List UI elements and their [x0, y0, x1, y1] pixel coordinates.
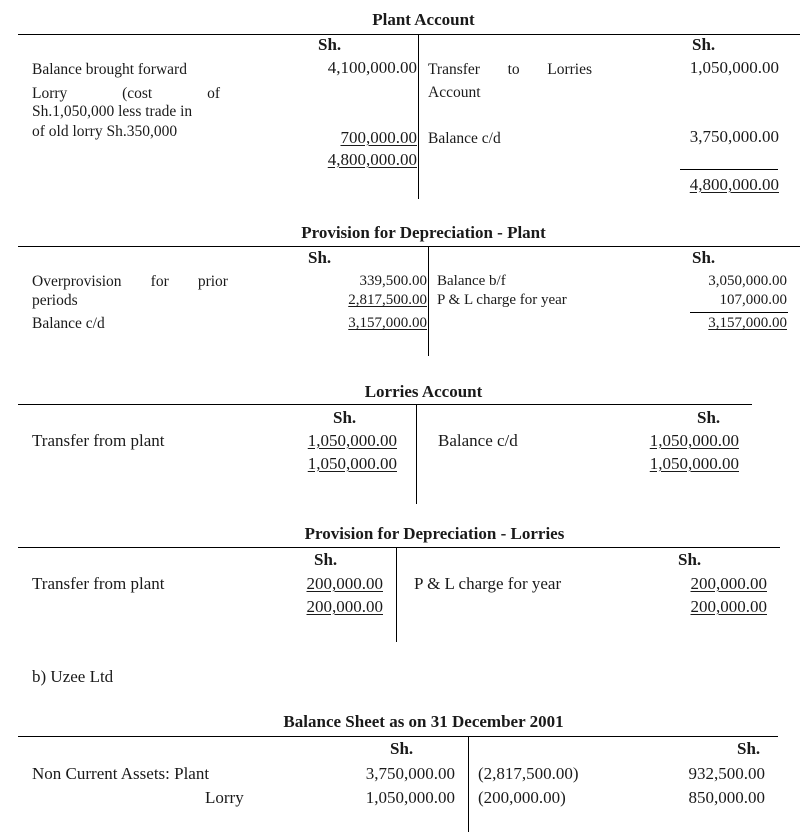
- bs-header-2: Sh.: [737, 739, 761, 758]
- plant-lorry-label-3: of old lorry Sh.350,000: [32, 123, 178, 140]
- bs-lorry-cost: 1,050,000.00: [365, 788, 455, 807]
- section-b-heading: b) Uzee Ltd: [32, 667, 114, 686]
- prov-plant-cr-header: Sh.: [692, 248, 716, 267]
- plant-cr-header: Sh.: [692, 35, 716, 54]
- bs-lorry-dep: (200,000.00): [478, 788, 566, 807]
- plant-lorry-amount: 700,000.00: [340, 128, 417, 147]
- balance-sheet-divider: [468, 736, 469, 832]
- prov-plant-over-amount: 339,500.00: [359, 273, 427, 289]
- plant-dr-header: Sh.: [318, 35, 342, 54]
- plant-cr-total: 4,800,000.00: [689, 175, 779, 194]
- lorries-title: Lorries Account: [364, 382, 483, 401]
- prov-lorries-title: Provision for Depreciation - Lorries: [304, 524, 565, 543]
- lorries-dr-total: 1,050,000.00: [307, 454, 397, 473]
- plant-transfer-label-2: Account: [428, 84, 481, 101]
- plant-bbf-label: Balance brought forward: [32, 61, 187, 78]
- prov-plant-divider: [428, 246, 429, 356]
- prov-lorries-pl-amount: 200,000.00: [690, 574, 767, 593]
- plant-bbf-amount: 4,100,000.00: [327, 58, 417, 77]
- prov-plant-pl-label: P & L charge for year: [437, 292, 567, 308]
- prov-plant-dr-header: Sh.: [308, 248, 332, 267]
- lorries-divider: [416, 404, 417, 504]
- prov-plant-over-label: Overprovision for prior: [32, 273, 228, 290]
- prov-plant-over-label-2: periods: [32, 292, 78, 309]
- prov-lorries-dr-header: Sh.: [314, 550, 338, 569]
- lorries-bcd-amount: 1,050,000.00: [649, 431, 739, 450]
- bs-lorry-nbv: 850,000.00: [688, 788, 765, 807]
- bs-plant-nbv: 932,500.00: [688, 764, 765, 783]
- prov-lorries-transfer-amount: 200,000.00: [306, 574, 383, 593]
- bs-lorry-label: Lorry: [205, 788, 244, 807]
- prov-lorries-cr-total: 200,000.00: [690, 597, 767, 616]
- prov-plant-bcd-label: Balance c/d: [32, 315, 105, 332]
- balance-sheet-rule: [18, 736, 778, 737]
- plant-transfer-amount: 1,050,000.00: [689, 58, 779, 77]
- prov-lorries-dr-total: 200,000.00: [306, 597, 383, 616]
- lorries-cr-header: Sh.: [697, 408, 721, 427]
- plant-divider: [418, 34, 419, 199]
- prov-plant-bbf-label: Balance b/f: [437, 273, 506, 289]
- bs-plant-dep: (2,817,500.00): [478, 764, 579, 783]
- bs-nca-label: Non Current Assets: Plant: [32, 764, 210, 783]
- plant-account-title: Plant Account: [372, 10, 475, 29]
- prov-plant-bbf-amount: 3,050,000.00: [708, 273, 787, 289]
- prov-lorries-pl-label: P & L charge for year: [414, 574, 562, 593]
- prov-plant-cr-total: 3,157,000.00: [708, 315, 787, 331]
- prov-lorries-transfer-label: Transfer from plant: [32, 574, 165, 593]
- plant-lorry-label: Lorry (cost of: [32, 85, 220, 102]
- plant-bcd-label: Balance c/d: [428, 130, 501, 147]
- lorries-bcd-label: Balance c/d: [438, 431, 518, 450]
- lorries-cr-total: 1,050,000.00: [649, 454, 739, 473]
- bs-plant-cost: 3,750,000.00: [365, 764, 455, 783]
- plant-lorry-label-2: Sh.1,050,000 less trade in: [32, 103, 193, 120]
- plant-bcd-amount: 3,750,000.00: [689, 127, 779, 146]
- plant-cr-rule: [680, 169, 778, 170]
- prov-plant-cr-rule: [690, 312, 788, 313]
- lorries-dr-header: Sh.: [333, 408, 357, 427]
- plant-dr-total: 4,800,000.00: [327, 150, 417, 169]
- plant-transfer-label: Transfer to Lorries: [428, 61, 592, 78]
- lorries-transfer-label: Transfer from plant: [32, 431, 165, 450]
- plant-rule: [18, 34, 800, 35]
- prov-plant-dr-total: 3,157,000.00: [348, 315, 427, 331]
- balance-sheet-title: Balance Sheet as on 31 December 2001: [283, 712, 564, 731]
- bs-header-1: Sh.: [390, 739, 414, 758]
- prov-plant-rule: [18, 246, 800, 247]
- prov-lorries-divider: [396, 547, 397, 642]
- prov-lorries-cr-header: Sh.: [678, 550, 702, 569]
- prov-plant-title: Provision for Depreciation - Plant: [301, 223, 546, 242]
- prov-plant-bcd-amount: 2,817,500.00: [348, 292, 427, 308]
- lorries-rule: [18, 404, 752, 405]
- lorries-transfer-amount: 1,050,000.00: [307, 431, 397, 450]
- prov-lorries-rule: [18, 547, 780, 548]
- prov-plant-pl-amount: 107,000.00: [719, 292, 787, 308]
